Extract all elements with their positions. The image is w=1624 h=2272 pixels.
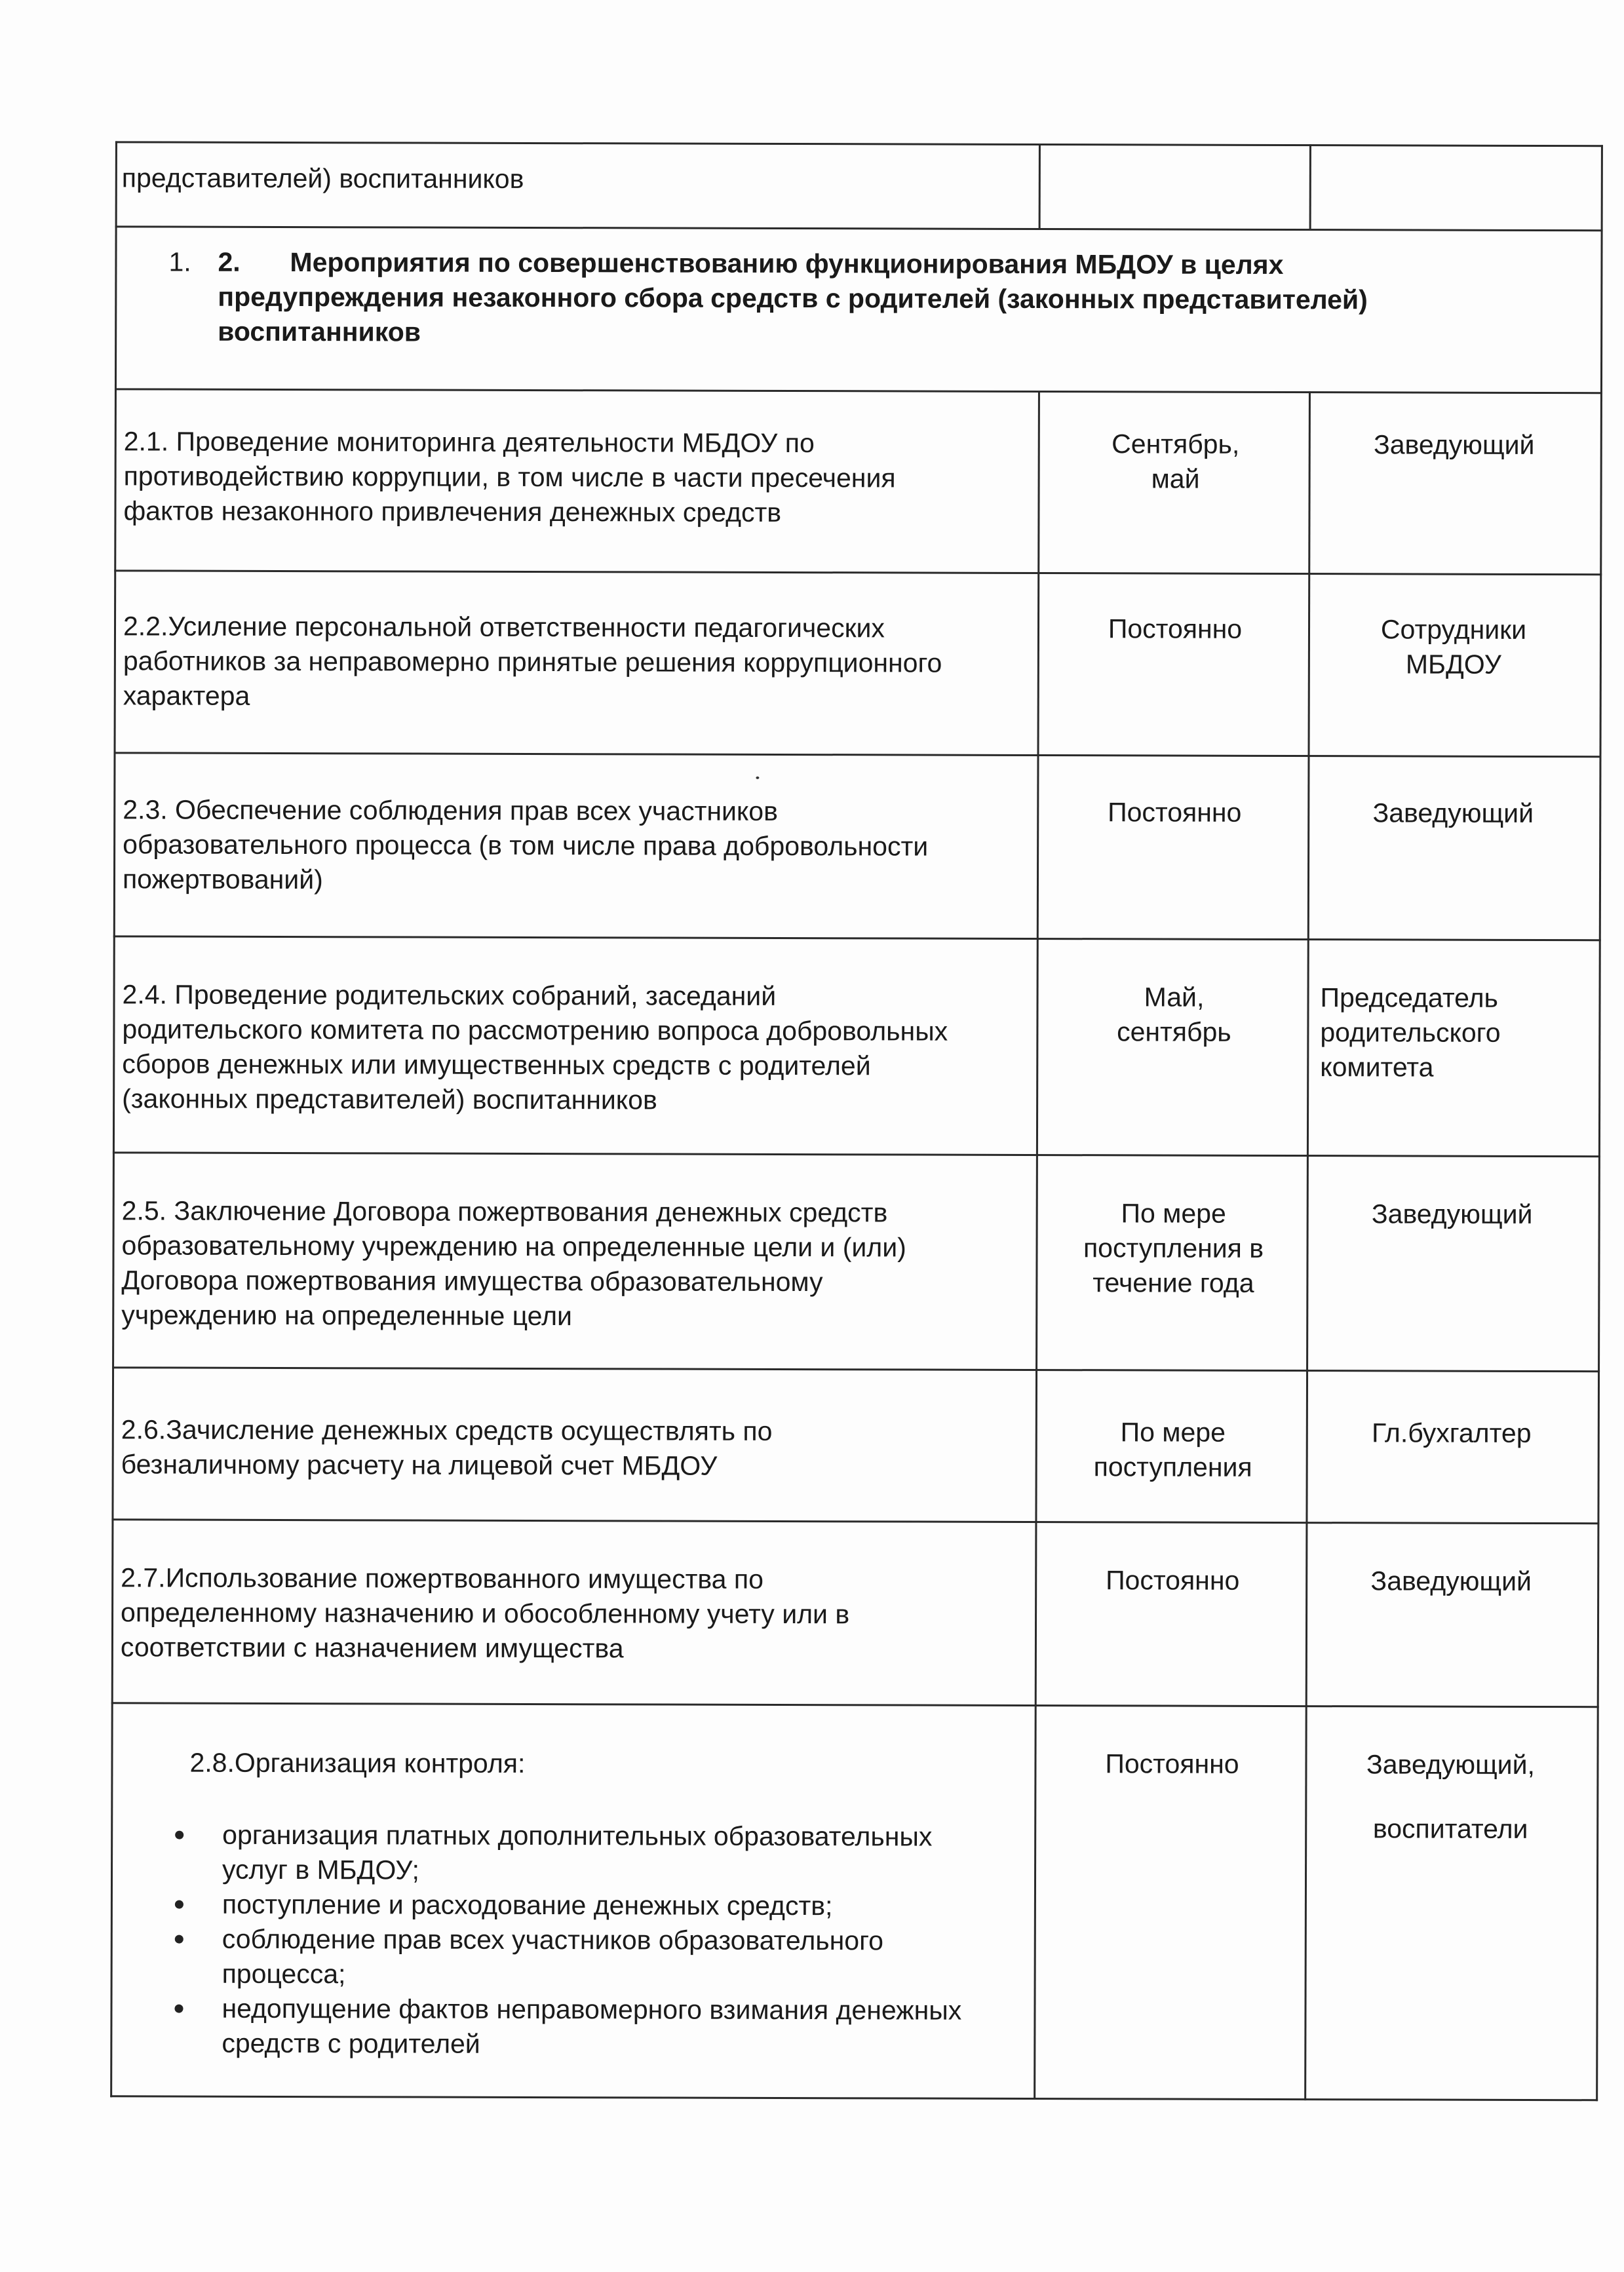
table-border-bottom bbox=[110, 2095, 1598, 2101]
activity-2-7: 2.7.Использование пожертвованного имущества по определенному назначению и обособленному учету или в соответствии с назначением имущества bbox=[120, 1562, 850, 1664]
row-divider bbox=[114, 569, 1602, 575]
list-item: недопущение фактов неправомерного взимания денежных средств с родителей bbox=[222, 1992, 1021, 2063]
section-outer-number: 1. bbox=[168, 246, 191, 277]
responsible-2-3: Заведующий bbox=[1372, 798, 1534, 828]
column-divider bbox=[1309, 144, 1311, 229]
table-border-left bbox=[110, 141, 117, 2097]
activity-2-8-title: 2.8.Организация контроля: bbox=[189, 1747, 526, 1779]
responsible-2-5: Заведующий bbox=[1371, 1199, 1533, 1229]
deadline-2-5: По мере поступления в течение года bbox=[1083, 1198, 1264, 1298]
deadline-2-2: Постоянно bbox=[1108, 613, 1243, 644]
activity-2-6: 2.6.Зачисление денежных средств осуществлять по безналичному расчету на лицевой счет МБДОУ bbox=[121, 1414, 773, 1481]
responsible-2-8-primary: Заведующий, bbox=[1366, 1749, 1535, 1780]
activity-2-2: 2.2.Усиление персональной ответственности педагогических работников за неправомерно принятые решения коррупционного характера bbox=[123, 611, 942, 711]
bullet-icon bbox=[175, 1935, 184, 1944]
row-divider bbox=[114, 752, 1602, 758]
row-divider bbox=[113, 935, 1601, 941]
table-border-top bbox=[115, 141, 1603, 147]
deadline-2-4: Май, сентябрь bbox=[1117, 982, 1231, 1047]
section-number: 2. bbox=[218, 246, 241, 277]
column-divider bbox=[1304, 391, 1311, 2100]
bullet-icon bbox=[175, 1831, 184, 1839]
speck bbox=[756, 777, 759, 779]
bullet-icon bbox=[175, 1900, 184, 1909]
row-divider bbox=[113, 1151, 1600, 1157]
section-title: Мероприятия по совершенствованию функционирования МБДОУ в целях предупреждения незаконного сбора средств с родителей (законных представителей) воспитанников bbox=[218, 247, 1368, 347]
row-divider bbox=[111, 1702, 1599, 1708]
deadline-2-7: Постоянно bbox=[1106, 1565, 1240, 1596]
responsible-2-8-secondary: воспитатели bbox=[1372, 1813, 1528, 1844]
activity-2-3: 2.3. Обеспечение соблюдения прав всех участников образовательного процесса (в том числе права добровольности пожертвований) bbox=[122, 794, 929, 895]
deadline-2-1: Сентябрь, май bbox=[1112, 429, 1240, 494]
activity-2-5: 2.5. Заключение Договора пожертвования денежных средств образовательному учреждению на определенные цели и (или) Договора пожертвования имущества образовательному учреждению на определенные цели bbox=[121, 1195, 906, 1332]
row-divider bbox=[111, 1518, 1599, 1524]
activity-2-4: 2.4. Проведение родительских собраний, заседаний родительского комитета по рассмотрению вопроса добровольных сборов денежных или имущественных средств с родителей (законных представителей) воспитанников bbox=[122, 979, 948, 1115]
deadline-2-8: Постоянно bbox=[1105, 1748, 1239, 1779]
responsible-2-7: Заведующий bbox=[1370, 1566, 1532, 1596]
list-item: поступление и расходование денежных средств; bbox=[222, 1887, 1022, 1924]
table-border-right bbox=[1596, 145, 1603, 2101]
row-divider bbox=[115, 225, 1603, 231]
list-item: соблюдение прав всех участников образовательного процесса; bbox=[222, 1922, 1022, 1993]
row-divider bbox=[112, 1366, 1600, 1372]
top-row-text: представителей) воспитанников bbox=[121, 163, 524, 194]
deadline-2-3: Постоянно bbox=[1108, 797, 1242, 828]
activity-2-1: 2.1. Проведение мониторинга деятельности МБДОУ по противодействию коррупции, в том числе в части пресечения фактов незаконного привлечения денежных средств bbox=[123, 426, 896, 528]
responsible-2-2: Сотрудники МБДОУ bbox=[1380, 614, 1527, 680]
responsible-2-4: Председатель родительского комитета bbox=[1320, 982, 1501, 1083]
control-list bbox=[222, 1818, 1022, 2063]
bullet-icon bbox=[174, 2005, 183, 2013]
list-item: организация платных дополнительных образовательных услуг в МБДОУ; bbox=[222, 1818, 1022, 1889]
column-divider bbox=[1039, 144, 1041, 228]
deadline-2-6: По мере поступления bbox=[1093, 1417, 1252, 1482]
row-divider bbox=[115, 388, 1602, 394]
responsible-2-1: Заведующий bbox=[1373, 429, 1535, 460]
column-divider bbox=[1034, 391, 1040, 2100]
responsible-2-6: Гл.бухгалтер bbox=[1371, 1417, 1532, 1448]
